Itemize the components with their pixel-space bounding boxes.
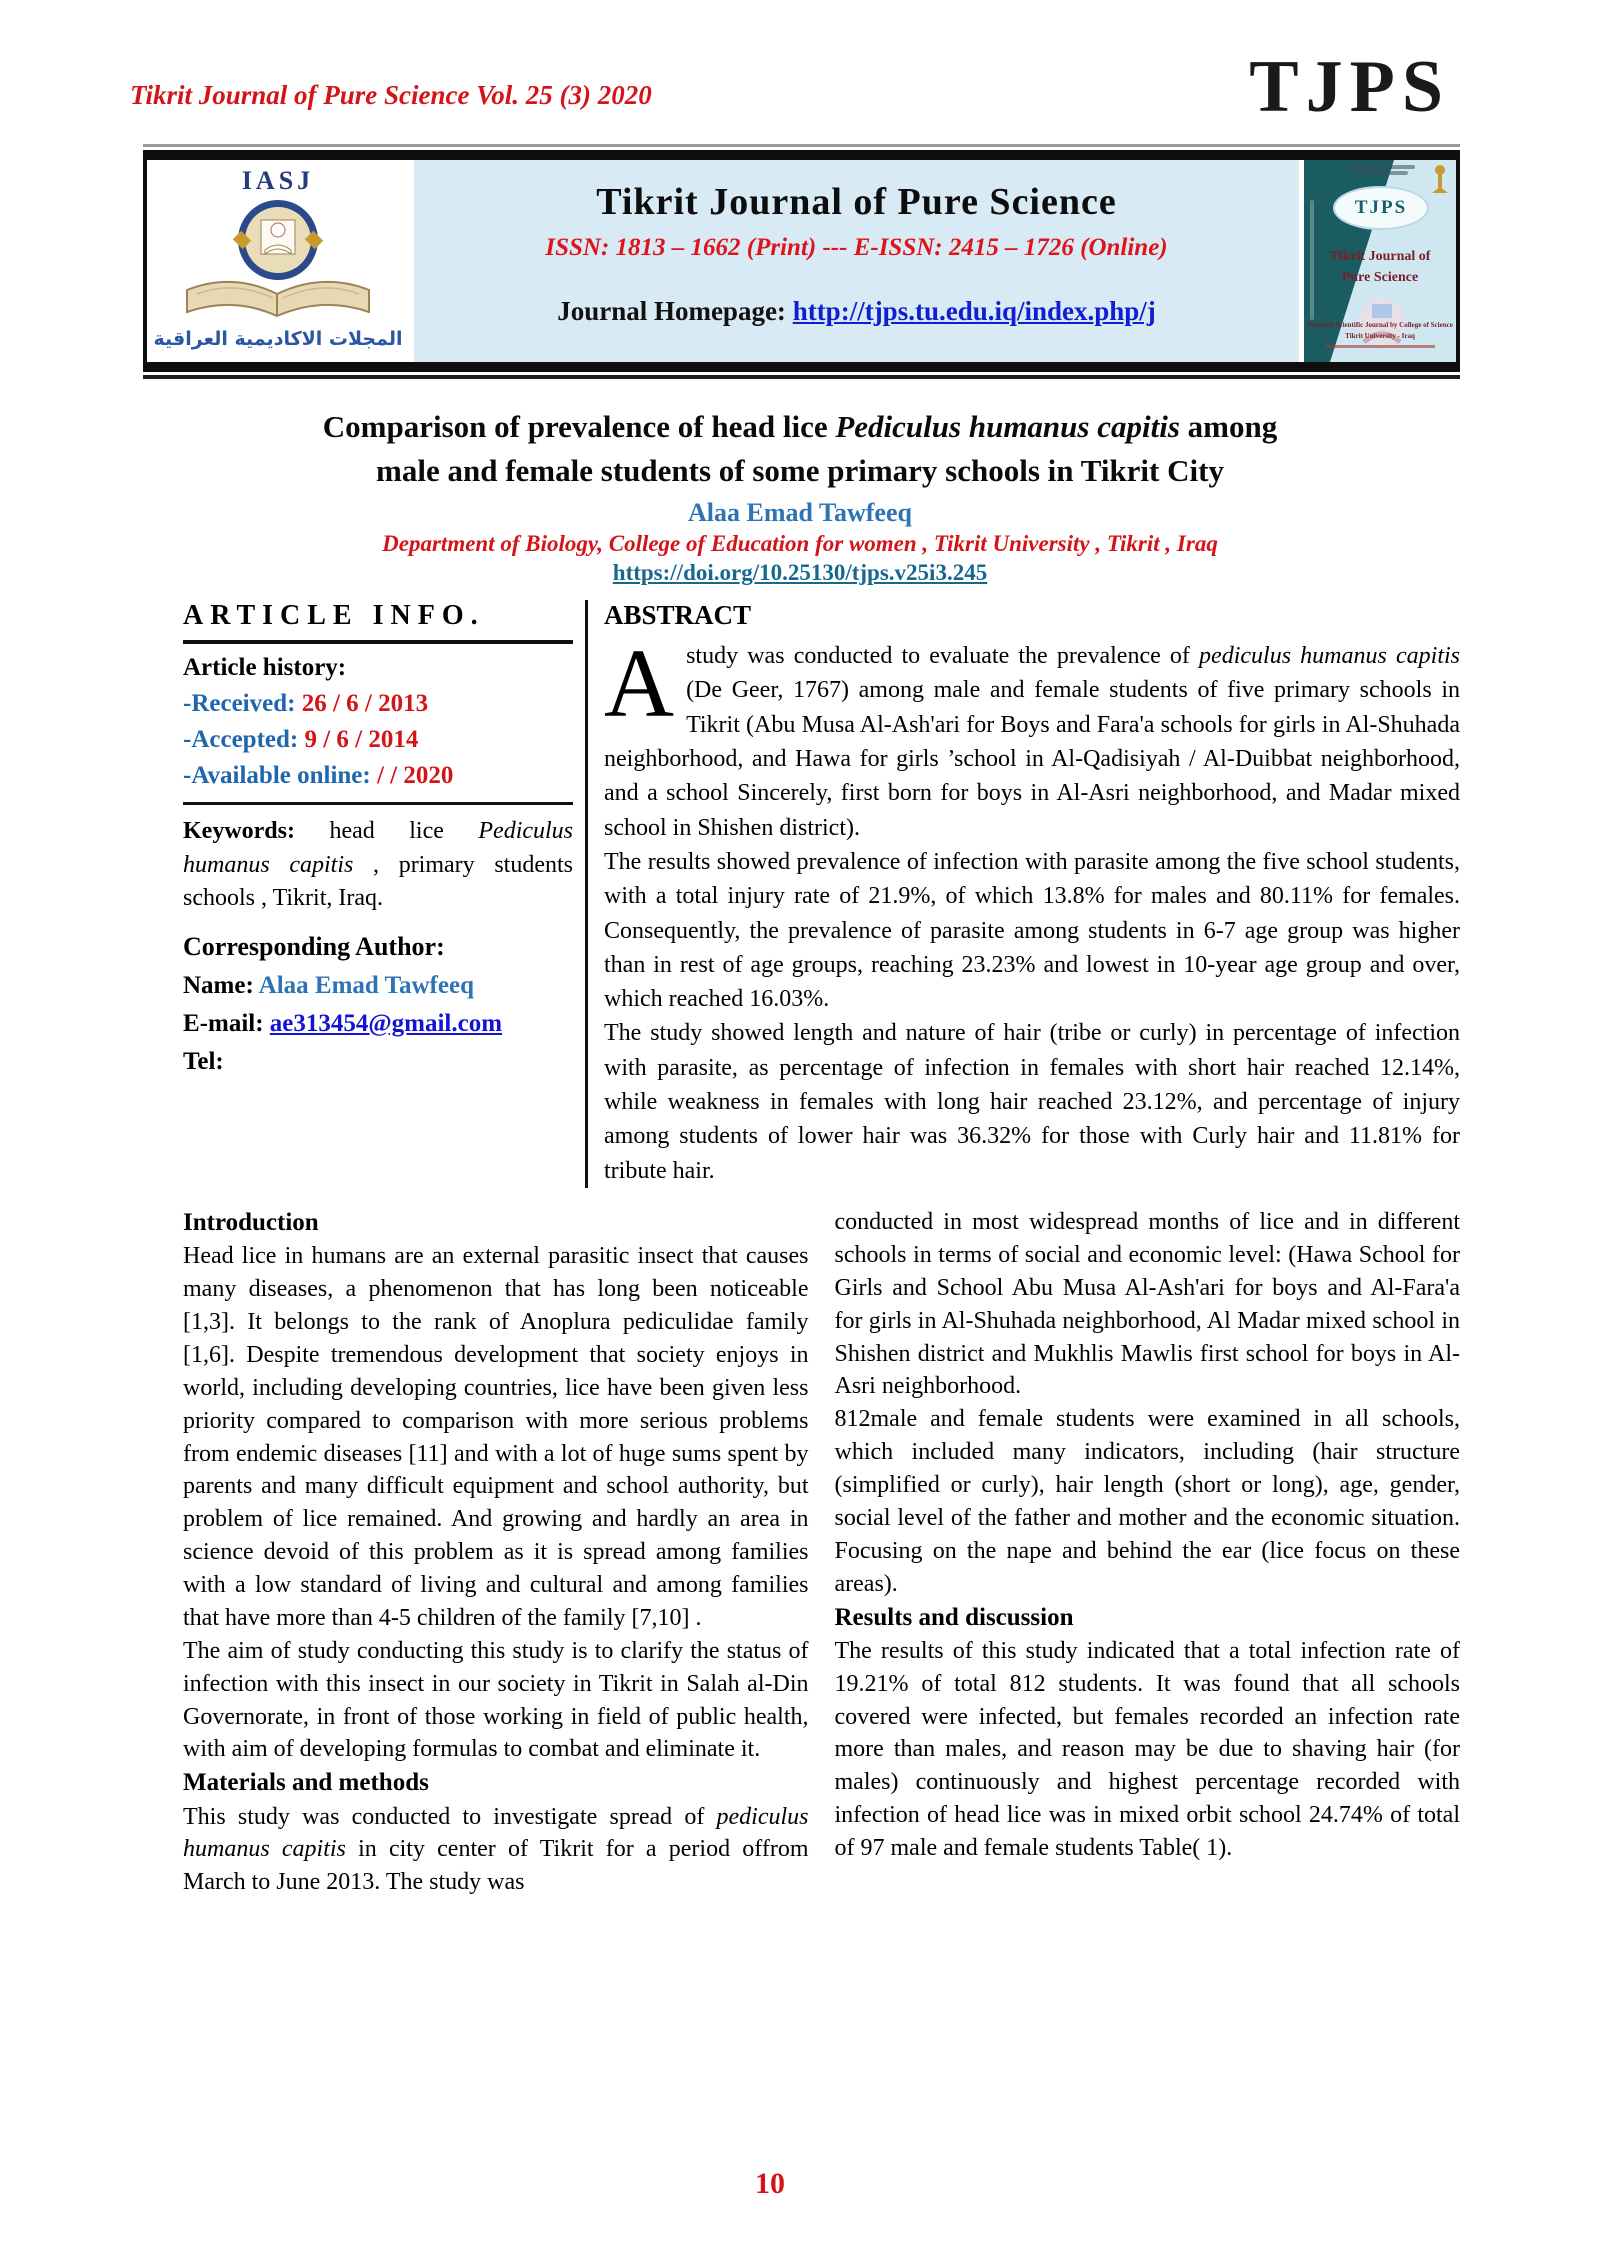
introduction-paragraph-2: The aim of study conducting this study is to clarify the status of infection with this insect in our society in Tikrit in Salah al-Din Governorate, in front of those working in field of public health, with aim of developing formulas to combat and eliminate it. bbox=[183, 1637, 809, 1763]
email-label: E-mail: bbox=[183, 1009, 270, 1037]
abstract-column bbox=[588, 600, 1460, 1188]
cover-footer-text: Refereed Scientific Journal by College of Science Tikrit University - Iraq bbox=[1304, 320, 1456, 348]
cover-university-emblem-icon bbox=[1429, 163, 1451, 197]
banner-top-rule bbox=[143, 144, 1460, 147]
abstract-dropcap: A bbox=[604, 630, 675, 738]
running-head: Tikrit Journal of Pure Science Vol. 25 (3) 2020 bbox=[130, 80, 652, 110]
sample-paragraph: 812male and female students were examined in all schools, which included many indicators, including (hair structure (simplified or curly), hair length (short or long), age, gender, social level of the father and mother and the economic situation. Focusing on the nape and behind the ear (lice focus on these areas). bbox=[834, 1406, 1460, 1597]
materials-methods-heading: Materials and methods bbox=[183, 1769, 429, 1797]
article-title-line1: Comparison of prevalence of head lice Pediculus humanus capitis among bbox=[322, 409, 1278, 444]
doi-line bbox=[150, 560, 1450, 586]
corresponding-author-heading: Corresponding Author: bbox=[183, 931, 445, 961]
available-online-label: -Available online: bbox=[183, 762, 377, 790]
cover-tjps-text: TJPS bbox=[1354, 197, 1408, 218]
tjps-wordmark: TJPS bbox=[1249, 46, 1450, 128]
body-right-column bbox=[835, 1206, 1461, 1899]
email-link[interactable]: ae313454@gmail.com bbox=[269, 1009, 503, 1037]
results-discussion-heading: Results and discussion bbox=[834, 1603, 1074, 1631]
corresponding-name-line bbox=[183, 972, 573, 1000]
corresponding-tel-line bbox=[183, 1048, 573, 1076]
received-label: -Received: bbox=[183, 690, 302, 718]
results-paragraph: The results of this study indicated that a total infection rate of 19.21% of total 812 students. It was found that all schools covered were infected, but females recorded an infection rate more than males, and reason may be due to shaving hair (for males) continuously and highest percentage recorded with infection of head lice was in mixed orbit school 24.74% of total of 97 male and female students Table( 1). bbox=[834, 1637, 1460, 1862]
tel-label: Tel: bbox=[183, 1047, 224, 1075]
available-online-date: / / 2020 bbox=[376, 762, 454, 790]
banner-homepage-line bbox=[414, 296, 1299, 327]
accepted-label: -Accepted: bbox=[183, 726, 305, 754]
name-label: Name: bbox=[183, 971, 259, 999]
article-title-block bbox=[0, 405, 1600, 586]
homepage-label: Journal Homepage: bbox=[557, 296, 793, 326]
cover-journal-title: Tikrit Journal of Pure Science bbox=[1329, 249, 1431, 285]
keywords-paragraph: Keywords: head lice Pediculus humanus capitis , primary students schools , Tikrit, Iraq. bbox=[183, 818, 574, 912]
banner-issn-line: ISSN: 1813 – 1662 (Print) --- E-ISSN: 2415 – 1726 (Online) bbox=[545, 234, 1168, 261]
author-name: Alaa Emad Tawfeeq bbox=[688, 498, 912, 528]
info-divider-rule bbox=[183, 802, 573, 805]
corresponding-email-line bbox=[183, 1010, 573, 1038]
banner-center bbox=[414, 160, 1299, 362]
page-number: 10 bbox=[755, 2167, 785, 2200]
name-value: Alaa Emad Tawfeeq bbox=[258, 971, 474, 999]
doi-link[interactable]: https://doi.org/10.25130/tjps.v25i3.245 bbox=[612, 560, 988, 586]
info-abstract-section bbox=[183, 600, 1460, 1188]
banner-bottom-rule bbox=[143, 375, 1460, 379]
article-info-column bbox=[183, 600, 585, 1188]
abstract-heading: ABSTRACT bbox=[604, 600, 752, 631]
materials-methods-paragraph: This study was conducted to investigate spread of pediculus humanus capitis in city center of Tikrit for a period offrom March to June 2013. The study was bbox=[183, 1803, 809, 1896]
body-columns bbox=[183, 1206, 1460, 1899]
received-line bbox=[183, 690, 573, 718]
methods-continued-paragraph: conducted in most widespread months of lice and in different schools in terms of social and economic level: (Hawa School for Girls and School Abu Musa Al-Ash'ari for boys and Al-Fara'a for girls in Al-Shuhada neighborhood, Al Madar mixed school in Shishen district and Mukhlis Mawlis first school for boys in Al-Asri neighborhood. bbox=[834, 1209, 1460, 1400]
iasj-emblem-icon bbox=[173, 198, 383, 326]
cover-tjps-ellipse bbox=[1333, 186, 1429, 230]
iasj-arabic-title: المجلات الاكاديمية العراقية bbox=[153, 328, 403, 350]
introduction-paragraph-1: Head lice in humans are an external parasitic insect that causes many diseases, a phenomenon that has long been noticeable [1,3]. It belongs to the rank of Anoplura pediculidae family [1,6]. Despite tremendous development that society enjoys in world, including developing countries, lice have been given less priority compared to comparison with more serious problems from endemic diseases [11] and with a lot of huge sums spent by parents and many difficult equipment and school authority, but problem of lice remained. And growing and hardly an area in science devoid of this problem as it is spread among families with a low standard of living and cultural and among families that have more than 4-5 children of the family [7,10] . bbox=[183, 1243, 809, 1631]
journal-cover-thumbnail bbox=[1304, 160, 1456, 362]
received-date: 26 / 6 / 2013 bbox=[301, 690, 429, 718]
introduction-heading: Introduction bbox=[183, 1209, 319, 1237]
abstract-p1-text: study was conducted to evaluate the prevalence of pediculus humanus capitis (De Geer, 1767) among male and female students of five primary schools in Tikrit (Abu Musa Al-Ash'ari for Boys and Fara'a schools for girls in Al-Shuhada neighborhood, and Hawa for girls ’school in Al-Qadisiyah / Al-Duibbat neighborhood, and a school Sincerely, first born for boys in Al-Asri neighborhood, and Madar mixed school in Shishen district). bbox=[604, 643, 1460, 841]
author-affiliation: Department of Biology, College of Education for women , Tikrit University , Tikrit , Iraq bbox=[382, 531, 1218, 557]
body-left-column bbox=[183, 1206, 809, 1899]
article-history-label: Article history: bbox=[183, 654, 347, 682]
accepted-line bbox=[183, 726, 573, 754]
iasj-acronym: IASJ bbox=[241, 166, 315, 195]
abstract-paragraph-1 bbox=[604, 630, 1460, 845]
abstract-paragraph-3: The study showed length and nature of hair (tribe or curly) in percentage of infection with parasite, as percentage of infection in females with short hair reached 12.14%, while weakness in females with long hair reached 23.12%, and percentage of injury among students of lower hair was 36.32% for those with Curly hair and 11.81% for tribute hair. bbox=[604, 1020, 1460, 1184]
available-online-line bbox=[183, 762, 573, 790]
homepage-link[interactable]: http://tjps.tu.edu.iq/index.php/j bbox=[792, 296, 1156, 326]
accepted-date: 9 / 6 / 2014 bbox=[304, 726, 419, 754]
article-info-heading: ARTICLE INFO. bbox=[183, 600, 573, 644]
iasj-logo bbox=[147, 160, 409, 362]
article-title-line2: male and female students of some primary schools in Tikrit City bbox=[376, 453, 1224, 489]
top-header bbox=[0, 0, 1600, 138]
journal-banner bbox=[143, 150, 1460, 372]
abstract-paragraph-2: The results showed prevalence of infection with parasite among the five school students, with a total injury rate of 21.9%, of which 13.8% for males and 80.11% for females. Consequently, the prevalence of parasite among students in 6-7 age group was higher than in rest of age groups, reaching 23.23% and lowest in 10-year age group and over, which reached 16.03%. bbox=[604, 848, 1460, 1013]
banner-journal-title: Tikrit Journal of Pure Science bbox=[596, 181, 1117, 223]
